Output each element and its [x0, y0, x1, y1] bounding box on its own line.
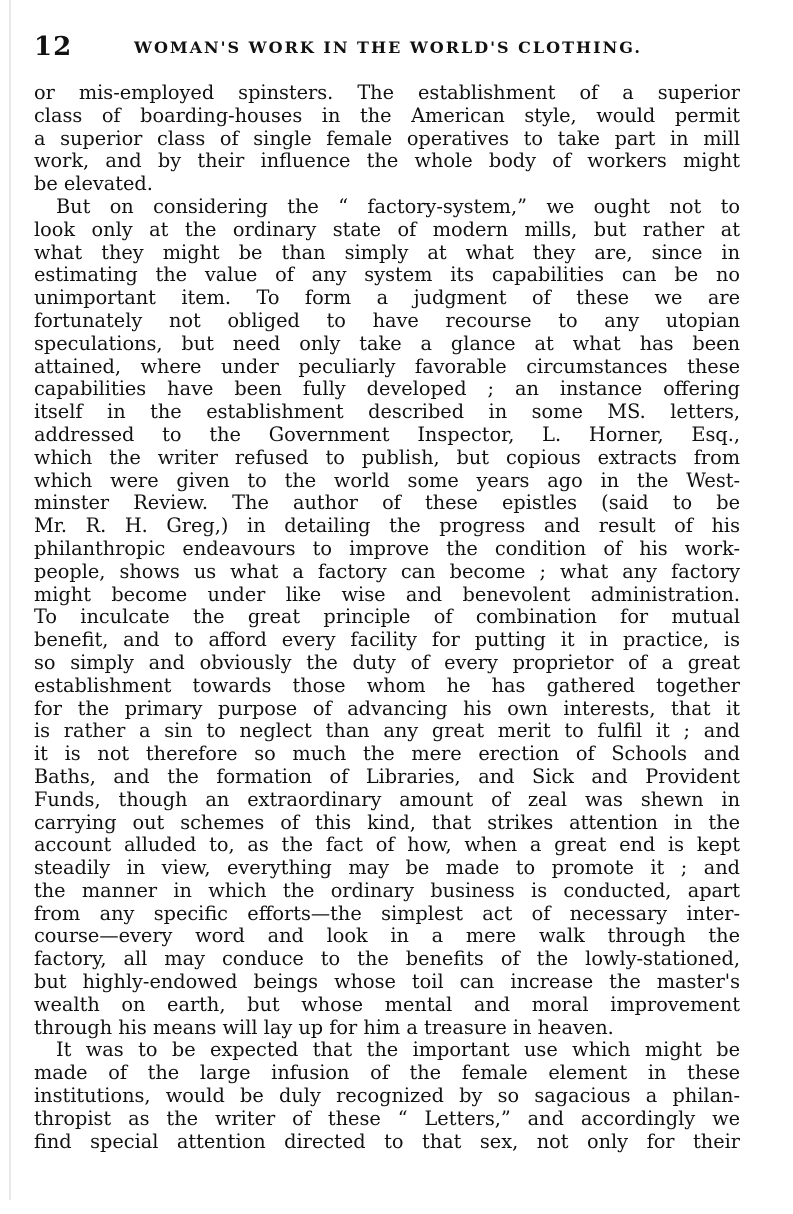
running-title: WOMAN'S WORK IN THE WORLD'S CLOTHING. [134, 38, 642, 57]
text-line: which were given to the world some years ago in the West- [34, 469, 740, 492]
text-line: be elevated. [34, 173, 153, 196]
text-line: But on considering the “ factory-system,” we ought not to [56, 195, 740, 218]
text-line: for the primary purpose of advancing his own interests, that it [34, 697, 740, 720]
text-line: establishment towards those whom he has gathered together [34, 674, 740, 697]
text-line: benefit, and to afford every facility for putting it in practice, is [34, 629, 740, 652]
text-line: itself in the establishment described in some MS. letters, [34, 401, 740, 424]
text-line: people, shows us what a factory can become ; what any factory [34, 560, 740, 583]
text-line: institutions, would be duly recognized by so sagacious a philan- [34, 1085, 740, 1108]
text-line: what they might be than simply at what they are, since in [34, 241, 740, 264]
text-line: account alluded to, as the fact of how, when a great end is kept [34, 834, 740, 857]
text-line: class of boarding-houses in the American style, would permit [34, 104, 740, 127]
text-line: from any specific efforts—the simplest act of necessary inter- [34, 902, 740, 925]
text-line: estimating the value of any system its capabilities can be no [34, 264, 740, 287]
text-line: work, and by their influence the whole body of workers might [34, 150, 740, 173]
text-line: but highly-endowed beings whose toil can increase the master's [34, 971, 740, 994]
text-line: attained, where under peculiarly favorable circumstances these [34, 355, 740, 378]
text-line: steadily in view, everything may be made to promote it ; and [34, 857, 740, 880]
text-line: philanthropic endeavours to improve the condition of his work- [34, 537, 740, 560]
text-line: Baths, and the formation of Libraries, and Sick and Provident [34, 765, 740, 788]
page-edge-shadow [9, 0, 11, 1200]
page-header [34, 28, 774, 68]
text-line: so simply and obviously the duty of every proprietor of a great [34, 651, 740, 674]
text-line: unimportant item. To form a judgment of these we are [34, 287, 740, 310]
text-line: find special attention directed to that sex, not only for their [34, 1130, 740, 1153]
text-line: fortunately not obliged to have recourse to any utopian [34, 309, 740, 332]
text-line: which the writer refused to publish, but copious extracts from [34, 446, 740, 469]
text-line: through his means will lay up for him a treasure in heaven. [34, 1016, 614, 1039]
body-text [34, 82, 740, 1153]
text-line: To inculcate the great principle of combination for mutual [34, 606, 740, 629]
text-line: course—every word and look in a mere walk through the [34, 925, 740, 948]
text-line: factory, all may conduce to the benefits of the lowly-stationed, [34, 948, 740, 971]
text-line: is rather a sin to neglect than any great merit to fulfil it ; and [34, 720, 740, 743]
text-line: wealth on earth, but whose mental and moral improvement [34, 993, 740, 1016]
text-line: It was to be expected that the important use which might be [56, 1039, 740, 1062]
text-line: carrying out schemes of this kind, that strikes attention in the [34, 811, 740, 834]
text-line: speculations, but need only take a glance at what has been [34, 332, 740, 355]
text-line: or mis-employed spinsters. The establishment of a superior [34, 82, 740, 104]
text-line: addressed to the Government Inspector, L. Horner, Esq., [34, 423, 740, 446]
text-line: Mr. R. H. Greg,) in detailing the progress and result of his [34, 515, 740, 538]
text-line: a superior class of single female operatives to take part in mill [34, 127, 740, 150]
text-line: might become under like wise and benevolent administration. [34, 583, 740, 606]
text-line: thropist as the writer of these “ Letters,” and accordingly we [34, 1107, 740, 1130]
text-line: look only at the ordinary state of modern mills, but rather at [34, 218, 740, 241]
text-line: minster Review. The author of these epistles (said to be [34, 492, 740, 515]
text-line: it is not therefore so much the mere erection of Schools and [34, 743, 740, 766]
text-line: Funds, though an extraordinary amount of zeal was shewn in [34, 788, 740, 811]
text-line: made of the large infusion of the female element in these [34, 1062, 740, 1085]
text-line: the manner in which the ordinary business is conducted, apart [34, 879, 740, 902]
page-number: 12 [34, 32, 73, 62]
text-line: capabilities have been fully developed ; an instance offering [34, 378, 740, 401]
